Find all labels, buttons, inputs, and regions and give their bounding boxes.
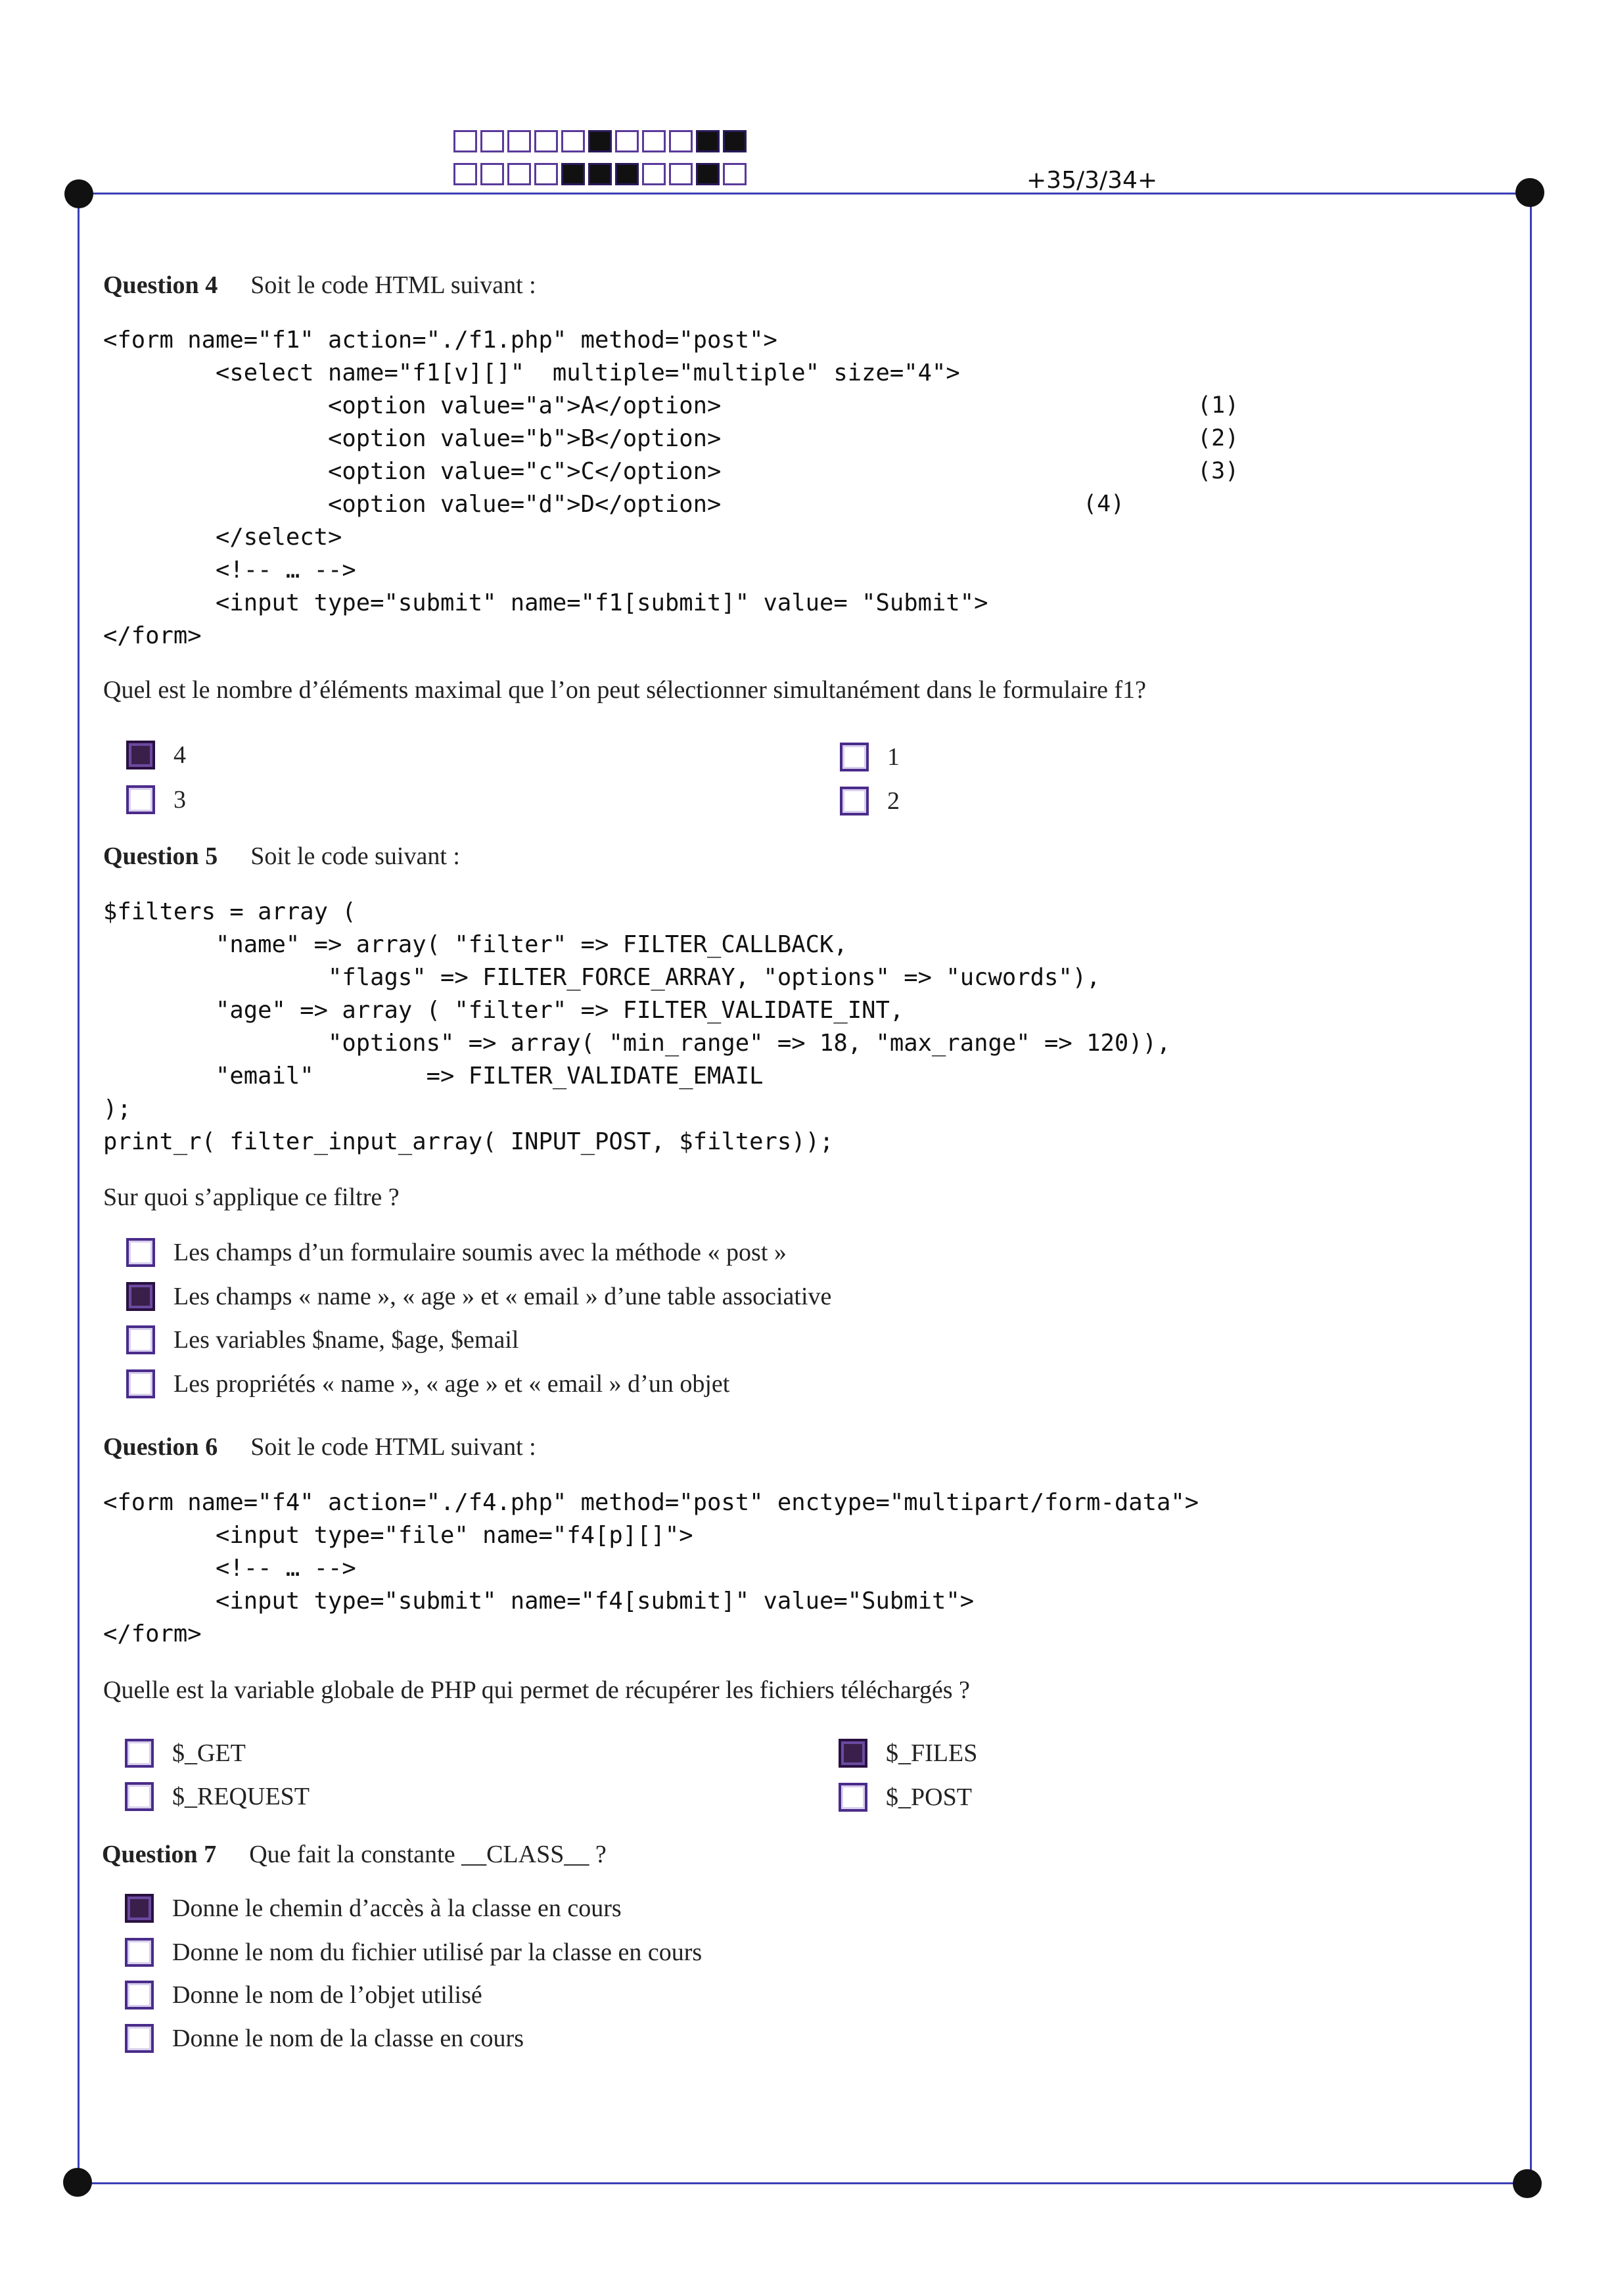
option-label: Les propriétés « name », « age » et « email » d’un objet [173,1370,730,1398]
question-intro: Soit le code HTML suivant : [250,1433,536,1461]
option-q5-b[interactable] [126,1282,831,1311]
annotation-4: (4) [1083,491,1125,517]
question-4-code: <form name="f1" action="./f1.php" method="post"> <select name="f1[v][]" multiple="multiple" size="4"> <option value="a">A</option> <option value="b">B</option> <option value="c">C</option> <option value="d">D</option> </select> <!-- … --> <input type="submit" name="f1[submit]" value= "Submit"> </form> [103,327,988,649]
option-q6-d[interactable] [839,1783,972,1812]
question-label: Question 4 [103,271,218,299]
corner-mark-bottom-right [1513,2169,1542,2198]
barcode-cell [669,163,693,185]
corner-mark-top-left [64,179,93,208]
barcode-cell [507,130,531,152]
barcode-cell [480,130,504,152]
option-label: $_POST [886,1783,972,1811]
barcode-cell [696,163,720,185]
barcode-cell [480,163,504,185]
barcode-cell [561,130,585,152]
option-label: $_REQUEST [172,1783,310,1810]
question-label: Question 6 [103,1433,218,1461]
barcode-cell [615,130,639,152]
barcode-row-1 [453,130,750,152]
question-6-heading [103,1433,536,1461]
barcode-cell [723,130,747,152]
question-5-prompt: Sur quoi s’applique ce filtre ? [103,1183,400,1211]
barcode-cell [642,163,666,185]
question-intro: Soit le code HTML suivant : [250,271,536,299]
option-q6-b[interactable] [839,1739,977,1768]
barcode-cell [453,163,477,185]
option-q5-c[interactable] [126,1325,519,1354]
barcode-cell [588,130,612,152]
option-q5-d[interactable] [126,1369,729,1398]
option-label: Donne le chemin d’accès à la classe en cours [172,1894,622,1922]
option-label: Donne le nom de l’objet utilisé [172,1981,482,2009]
option-q5-a[interactable] [126,1238,787,1267]
option-q7-c[interactable] [125,1981,482,2009]
page-code: +35/3/34+ [1026,167,1158,194]
option-q4-a[interactable] [126,741,186,769]
option-q7-b[interactable] [125,1938,702,1967]
question-4-prompt: Quel est le nombre d’éléments maximal que l’on peut sélectionner simultanément dans le formulaire f1? [103,676,1147,704]
annotation-1: (1) [1197,392,1239,419]
question-intro: Soit le code suivant : [250,842,460,870]
checkbox[interactable] [839,1739,867,1768]
option-label: Les champs d’un formulaire soumis avec la méthode « post » [173,1239,787,1266]
option-q4-b[interactable] [840,743,900,771]
question-4-heading [103,271,536,300]
annotation-2: (2) [1197,425,1239,451]
checkbox[interactable] [125,1782,154,1811]
option-label: Les variables $name, $age, $email [173,1326,519,1354]
checkbox[interactable] [840,743,869,771]
barcode-cell [669,130,693,152]
option-q7-a[interactable] [125,1894,622,1923]
option-label: Les champs « name », « age » et « email » d’une table associative [173,1283,832,1310]
question-5-code: $filters = array ( "name" => array( "filter" => FILTER_CALLBACK, "flags" => FILTER_FORCE_ARRAY, "options" => "ucwords"), "age" => array ( "filter" => FILTER_VALIDATE_INT, "options" => array( "min_range" => 18, "max_range" => 120)), "email" => FILTER_VALIDATE_EMAIL ); print_r( filter_input_array( INPUT_POST, $filters)); [103,898,1171,1155]
barcode-cell [642,130,666,152]
frame-left [78,193,80,2184]
barcode-cell [696,130,720,152]
checkbox[interactable] [125,1739,154,1768]
option-q6-c[interactable] [125,1782,310,1811]
checkbox[interactable] [126,1282,155,1311]
option-label: 2 [887,787,900,815]
barcode-cell [534,130,558,152]
option-q4-d[interactable] [840,787,900,815]
frame-right [1530,193,1532,2184]
barcode-cell [615,163,639,185]
option-q6-a[interactable] [125,1739,246,1768]
question-label: Question 5 [103,842,218,870]
question-6-code: <form name="f4" action="./f4.php" method="post" enctype="multipart/form-data"> <input type="file" name="f4[p][]"> <!-- … --> <input type="submit" name="f4[submit]" value="Submit"> </form> [103,1489,1199,1647]
option-q7-d[interactable] [125,2024,524,2053]
barcode-cell [588,163,612,185]
checkbox[interactable] [125,1894,154,1923]
option-label: Donne le nom de la classe en cours [172,2025,524,2052]
checkbox[interactable] [126,785,155,814]
annotation-3: (3) [1197,458,1239,484]
checkbox[interactable] [839,1783,867,1812]
checkbox[interactable] [126,1238,155,1267]
checkbox[interactable] [126,1325,155,1354]
checkbox[interactable] [125,1981,154,2009]
option-label: 3 [173,786,186,814]
checkbox[interactable] [840,787,869,815]
barcode-row-2 [453,163,750,185]
barcode-cell [561,163,585,185]
barcode-cell [534,163,558,185]
frame-top [79,193,1531,195]
corner-mark-bottom-left [63,2168,92,2197]
barcode-cell [723,163,747,185]
checkbox[interactable] [126,1369,155,1398]
option-label: Donne le nom du fichier utilisé par la classe en cours [172,1939,703,1966]
frame-bottom [79,2182,1531,2184]
barcode-cell [453,130,477,152]
checkbox[interactable] [126,741,155,769]
question-intro: Que fait la constante __CLASS__ ? [249,1841,607,1868]
checkbox[interactable] [125,2024,154,2053]
option-q4-c[interactable] [126,785,186,814]
option-label: 1 [887,743,900,771]
question-6-prompt: Quelle est la variable globale de PHP qui permet de récupérer les fichiers téléchargés ? [103,1676,970,1704]
question-7-heading [102,1840,607,1869]
corner-mark-top-right [1515,178,1544,207]
question-5-heading [103,842,460,871]
checkbox[interactable] [125,1938,154,1967]
option-label: 4 [173,741,186,769]
option-label: $_GET [172,1739,246,1767]
option-label: $_FILES [886,1739,978,1767]
barcode-cell [507,163,531,185]
question-label: Question 7 [102,1841,217,1868]
